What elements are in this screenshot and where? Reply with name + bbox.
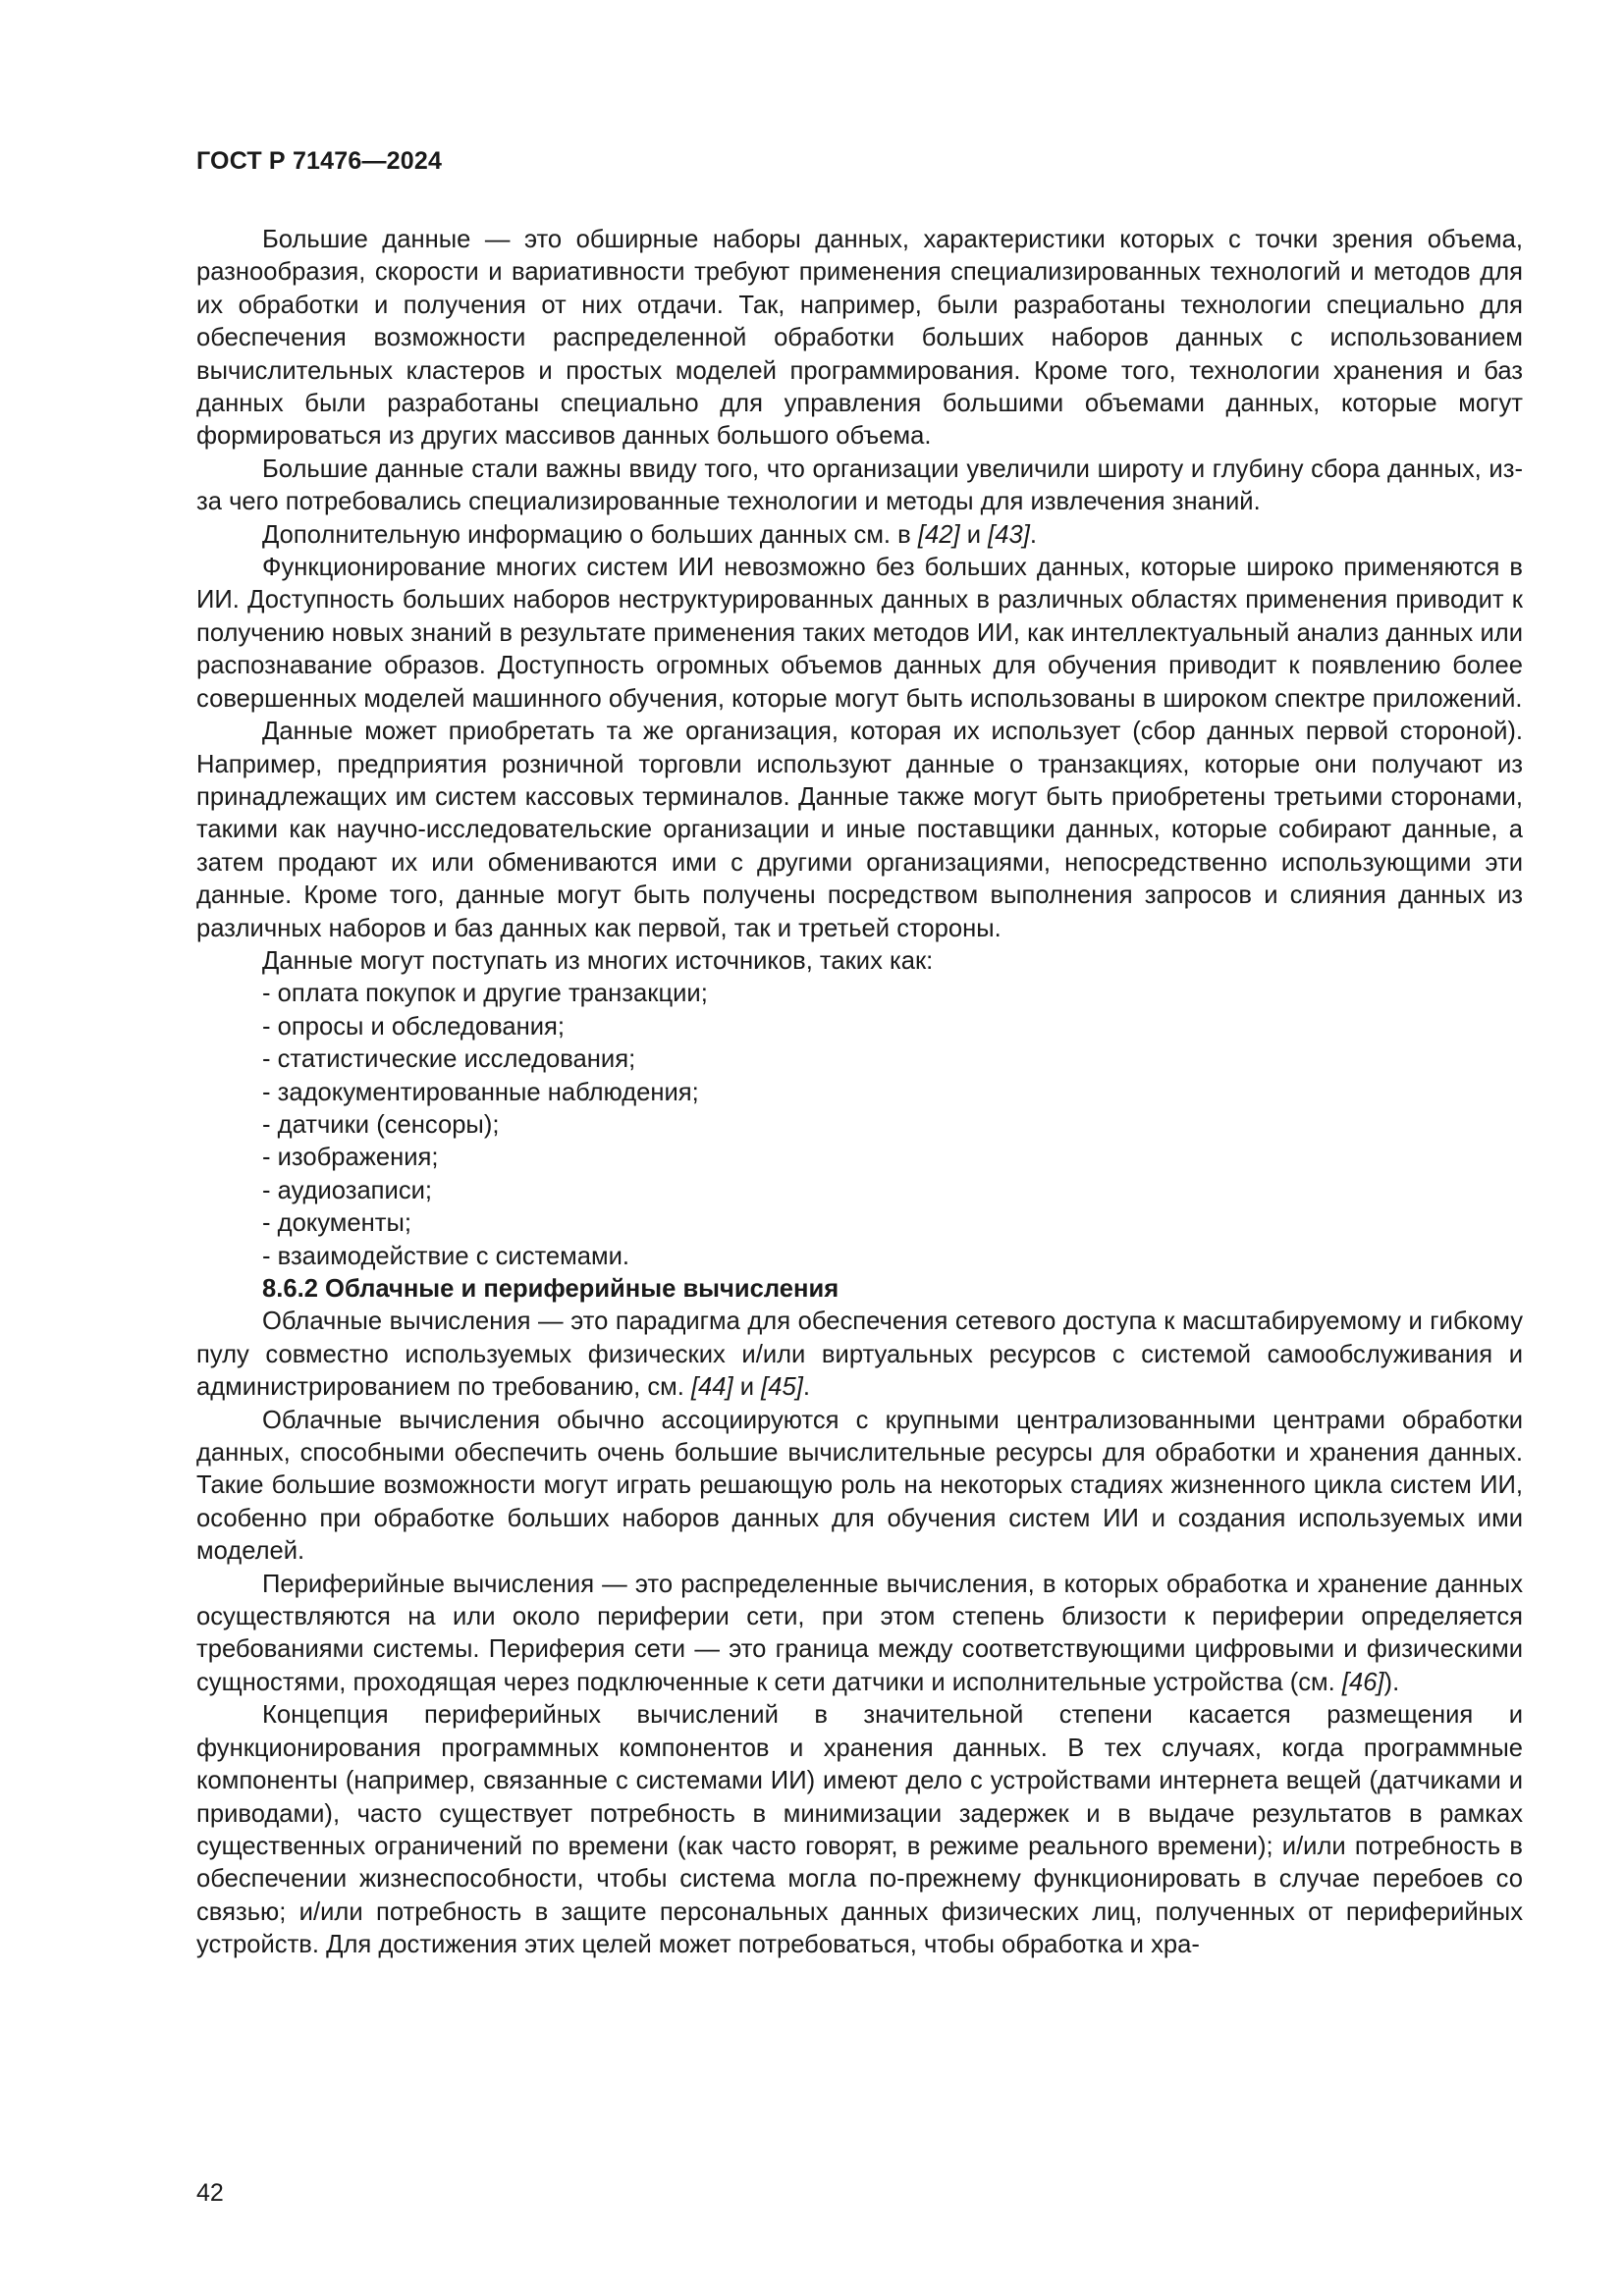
paragraph-big-data-definition: Большие данные — это обширные наборы данных, характеристики которых с точки зрения объема, разнообразия, скорости и вариативности требуют применения специализированных технологий и методов для их обработки и получения от них отдачи. Так, например, были разработаны технологии специально для обеспечения возможности распределенной обработки больших наборов данных с использованием вычислительных кластеров и простых моделей программирования. Кроме того, технологии хранения и баз данных были разработаны специально для управления большими объемами данных, которые могут формироваться из других массивов данных большого объема. <box>196 226 1523 451</box>
list-item: - изображения; <box>262 1144 439 1172</box>
paragraph-edge-definition <box>196 1569 1523 1700</box>
list-item: - датчики (сенсоры); <box>262 1110 500 1139</box>
list-item: - документы; <box>262 1209 411 1238</box>
data-sources-list <box>196 978 1523 1273</box>
text: Дополнительную информацию о больших данных см. в <box>262 520 918 549</box>
paragraph-data-acquisition: Данные может приобретать та же организация, которая их использует (сбор данных первой стороной). Например, предприятия розничной торговли используют данные о транзакциях, которые они получают из принадлежащих им систем кассовых терминалов. Данные также могут быть приобретены третьими сторонами, такими как научно-исследовательские организации и иные поставщики данных, которые собирают данные, а затем продают их или обмениваются ими с другими организациями, непосредственно использующими эти данные. Кроме того, данные могут быть получены посредством выполнения запросов и слияния данных из различных наборов и баз данных как первой, так и третьей стороны. <box>196 718 1523 942</box>
paragraph-cloud-datacenters: Облачные вычисления обычно ассоциируются с крупными централизованными центрами обработки данных, способными обеспечить очень большие вычислительные ресурсы для обработки и хранения данных. Такие большие возможности могут играть решающую роль на некоторых стадиях жизненного цикла систем ИИ, особенно при обработке больших наборов данных для обучения систем ИИ и создания используемых ими моделей. <box>196 1406 1523 1566</box>
list-item: - аудиозаписи; <box>262 1176 433 1204</box>
reference-46: [46] <box>1341 1668 1384 1696</box>
reference-42: [42] <box>917 520 960 549</box>
text: ). <box>1383 1668 1400 1696</box>
paragraph-ai-big-data: Функционирование многих систем ИИ невозможно без больших данных, которые широко применяются в ИИ. Доступность больших наборов неструктурированных данных в различных областях применения приводит к получению новых знаний в результате применения таких методов ИИ, как интеллектуальный анализ данных или распознавание образов. Доступность огромных объемов данных для обучения приводит к появлению более совершенных моделей машинного обучения, которые могут быть использованы в широком спектре приложений. <box>196 554 1523 713</box>
reference-44: [44] <box>690 1373 733 1402</box>
text: . <box>1029 520 1037 549</box>
list-item: - статистические исследования; <box>262 1045 636 1074</box>
paragraph-big-data-references <box>196 519 1523 552</box>
paragraph-cloud-definition <box>196 1306 1523 1404</box>
text: и <box>959 520 989 549</box>
list-item: - взаимодействие с системами. <box>262 1242 629 1270</box>
reference-43: [43] <box>988 520 1030 549</box>
page-number: 42 <box>196 2179 224 2207</box>
list-item: - оплата покупок и другие транзакции; <box>262 980 708 1008</box>
paragraph-big-data-importance: Большие данные стали важны ввиду того, что организации увеличили широту и глубину сбора данных, из-за чего потребовались специализированные технологии и методы для извлечения знаний. <box>196 454 1523 516</box>
list-item: - задокументированные наблюдения; <box>262 1078 699 1106</box>
paragraph-data-sources-intro: Данные могут поступать из многих источников, таких как: <box>262 946 934 975</box>
section-heading: 8.6.2 Облачные и периферийные вычисления <box>262 1275 839 1303</box>
list-item: - опросы и обследования; <box>262 1012 566 1041</box>
document-body <box>196 224 1523 1962</box>
text: и <box>732 1373 762 1402</box>
document-header: ГОСТ Р 71476—2024 <box>196 147 443 175</box>
text: Облачные вычисления — это парадигма для обеспечения сетевого доступа к масштабируемому и гибкому пулу совместно используемых физических и/или виртуальных ресурсов с системой самообслуживания и администрированием по требованию, см. <box>196 1308 1523 1402</box>
paragraph-edge-concept: Концепция периферийных вычислений в значительной степени касается размещения и функционирования программных компонентов и хранения данных. В тех случаях, когда программные компоненты (например, связанные с системами ИИ) имеют дело с устройствами интернета вещей (датчиками и приводами), часто существует потребность в минимизации задержек и в выдаче результатов в рамках существенных ограничений по времени (как часто говорят, в режиме реального времени); и/или потребность в обеспечении жизнеспособности, чтобы система могла по-прежнему функционировать в случае перебоев со связью; и/или потребность в защите персональных данных физических лиц, полученных от периферийных устройств. Для достижения этих целей может потребоваться, чтобы обработка и хра- <box>196 1701 1523 1959</box>
reference-45: [45] <box>761 1373 803 1402</box>
text: . <box>802 1373 810 1402</box>
text: Периферийные вычисления — это распределенные вычисления, в которых обработка и хранение данных осуществляются на или около периферии сети, при этом степень близости к периферии определяется требованиями системы. Периферия сети — это граница между соответствующими цифровыми и физическими сущностями, проходящая через подключенные к сети датчики и исполнительные устройства (см. <box>196 1570 1523 1696</box>
